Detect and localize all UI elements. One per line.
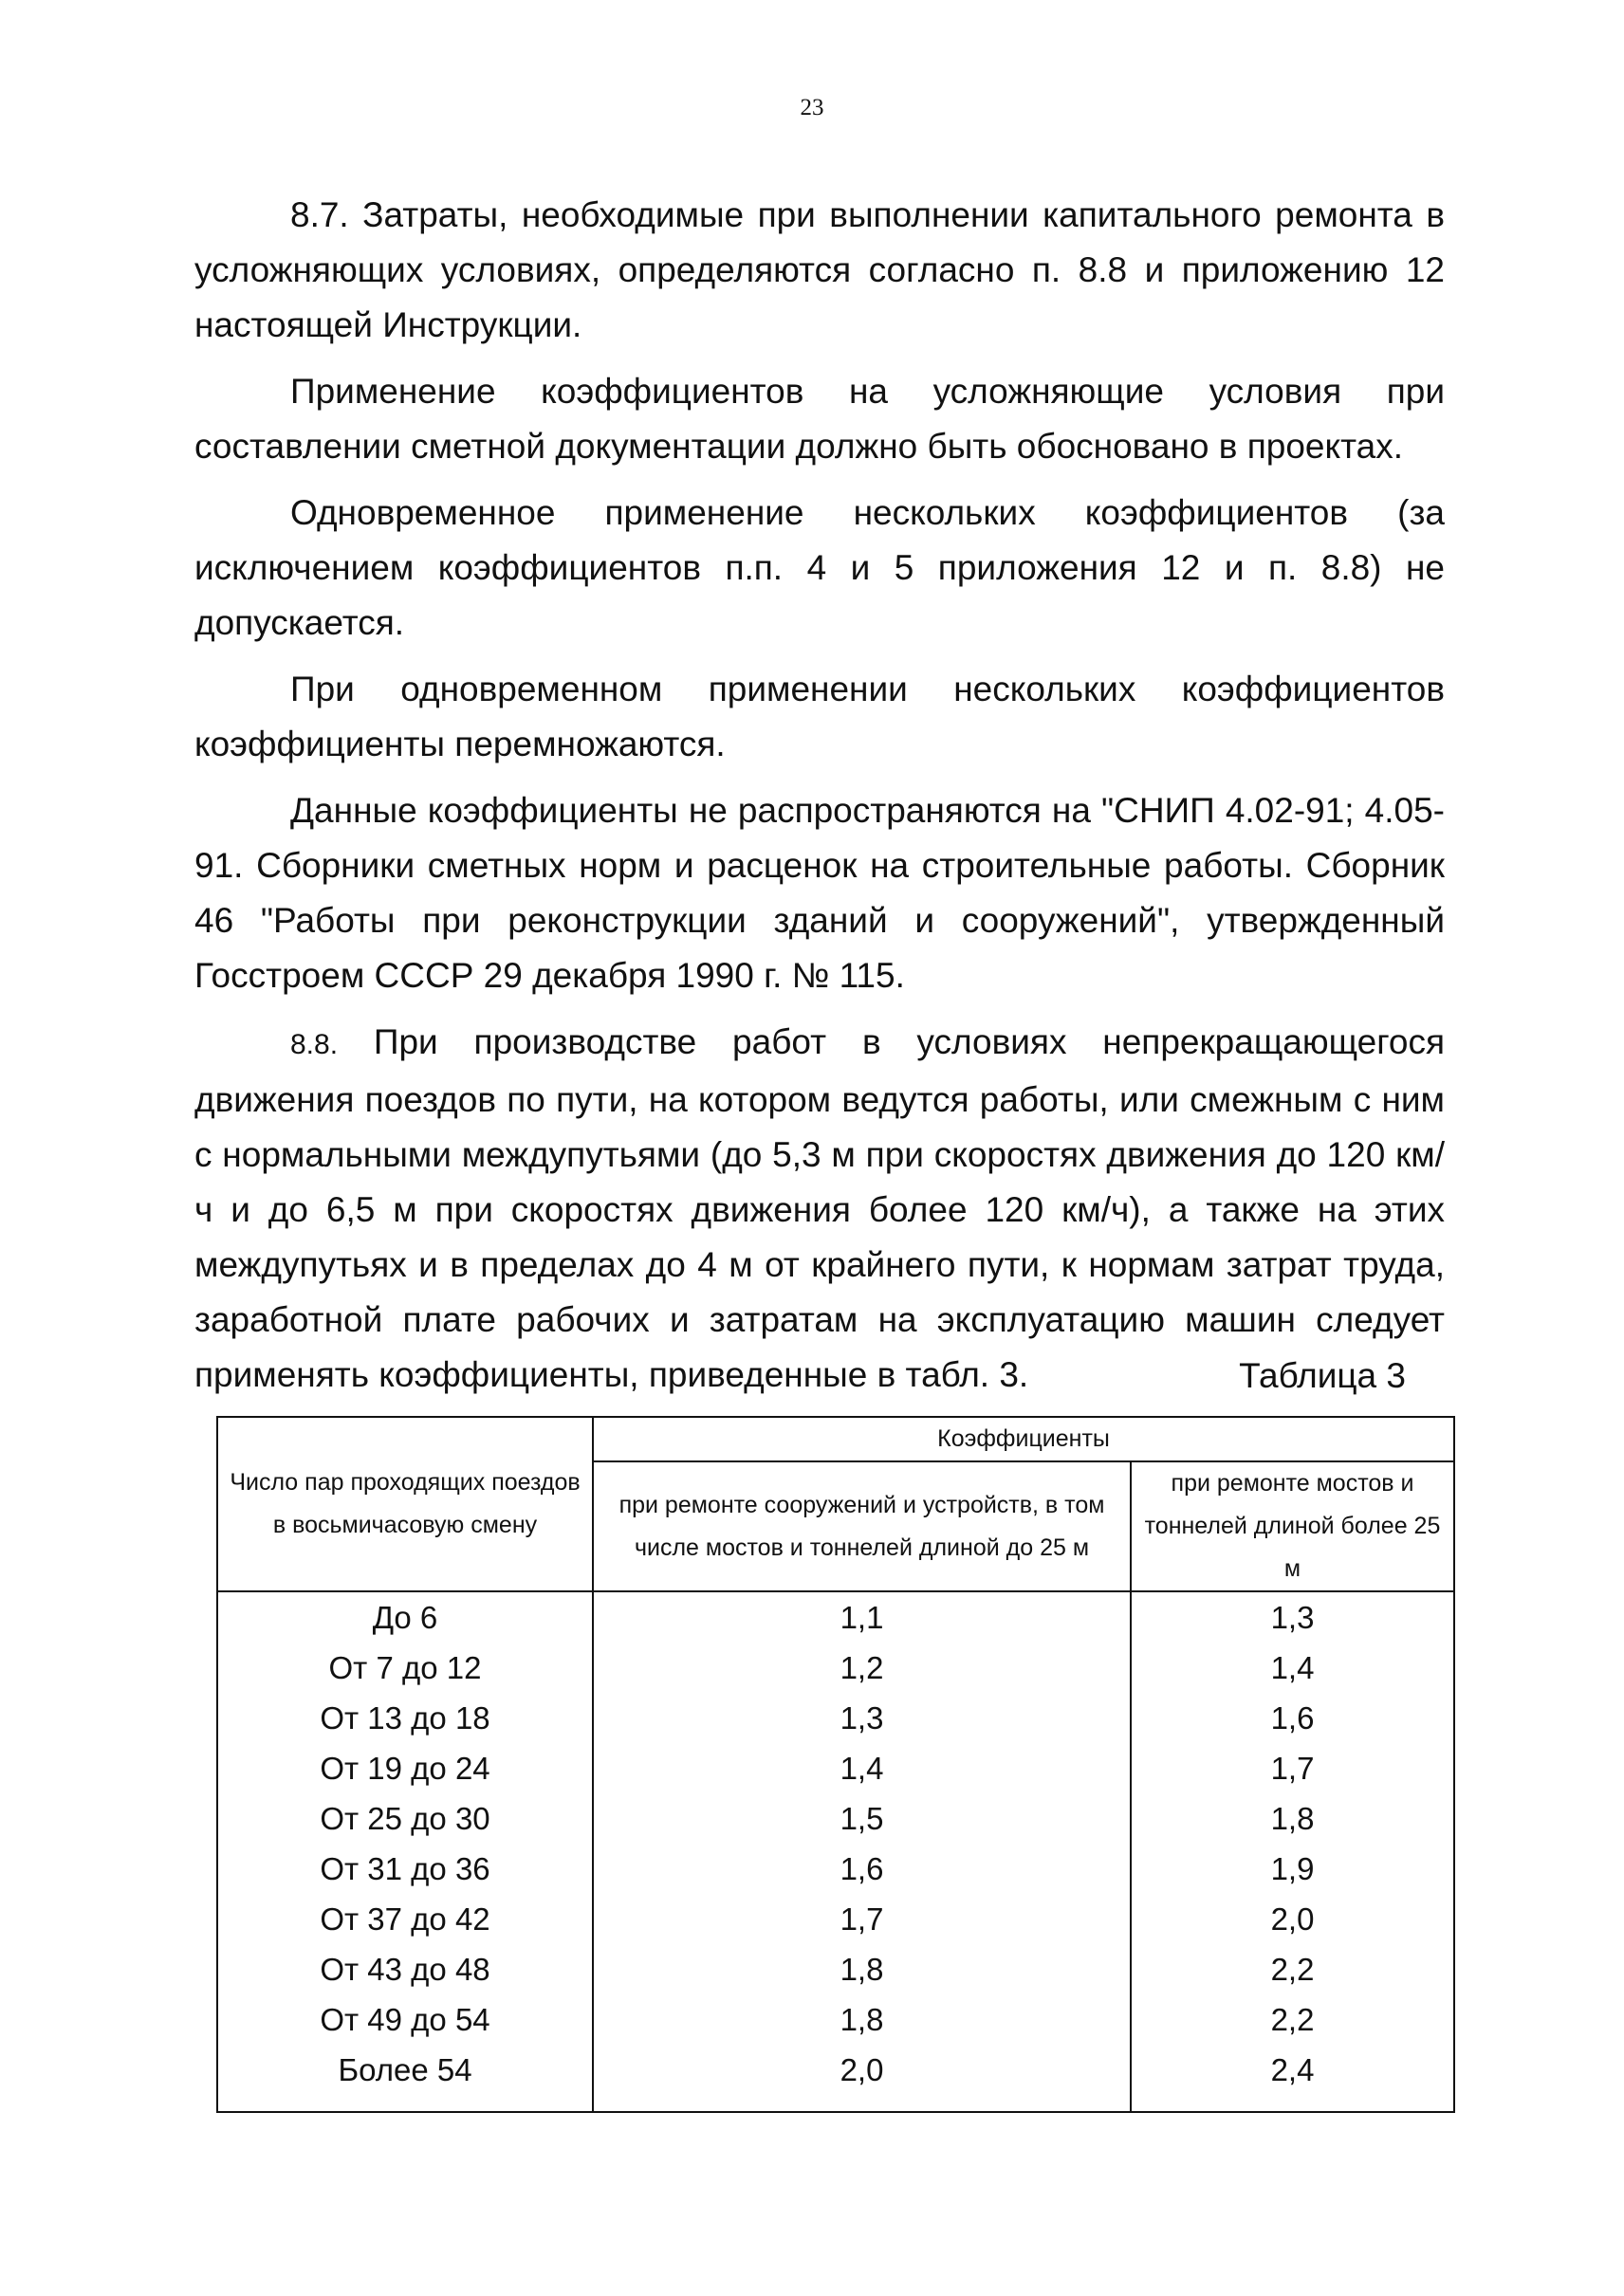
paragraph-text: Данные коэффициенты не распространяются на "СНИП 4.02-91; 4.05-91. Сборники сметных норм и расценок на строительные работы. Сборник 46 "Работы при реконструкции зданий и сооружений", утвержденный Госстроем СССР 29 декабря 1990 г. № 115. [194, 791, 1445, 995]
coef-cell-1: 1,8 [593, 1944, 1131, 1994]
table-header-row-label: Число пар проходящих поездов в восьмичасовую смену [217, 1417, 593, 1591]
table-row [217, 1844, 1454, 1894]
coef-cell-2: 1,3 [1131, 1591, 1454, 1643]
paragraph [194, 364, 1445, 474]
coef-cell-1: 1,1 [593, 1591, 1131, 1643]
coef-cell-2: 1,7 [1131, 1743, 1454, 1793]
paragraph [194, 783, 1445, 1003]
table-caption: Таблица 3 [1239, 1356, 1406, 1395]
table-header-col1: при ремонте сооружений и устройств, в том числе мостов и тоннелей длиной до 25 м [593, 1461, 1131, 1591]
paragraph-8-7 [194, 188, 1445, 353]
coef-cell-1: 1,3 [593, 1693, 1131, 1743]
row-label: От 25 до 30 [217, 1793, 593, 1844]
table-row [217, 1944, 1454, 1994]
coef-cell-2: 1,6 [1131, 1693, 1454, 1743]
coef-cell-2: 1,9 [1131, 1844, 1454, 1894]
coef-cell-1: 1,4 [593, 1743, 1131, 1793]
paragraph-text: При одновременном применении нескольких коэффициентов коэффициенты перемножаются. [194, 670, 1445, 763]
row-label: От 7 до 12 [217, 1643, 593, 1693]
paragraph-text: 8.7. Затраты, необходимые при выполнении капитального ремонта в усложняющих условиях, определяются согласно п. 8.8 и приложению 12 настоящей Инструкции. [194, 195, 1445, 344]
coef-cell-1: 1,8 [593, 1994, 1131, 2045]
paragraph-text: Применение коэффициентов на усложняющие условия при составлении сметной документации должно быть обосновано в проектах. [194, 372, 1445, 466]
row-label: От 43 до 48 [217, 1944, 593, 1994]
paragraph-text: При производстве работ в условиях непрекращающегося движения поездов по пути, на котором ведутся работы, или смежным с ним с нормальными междупутьями (до 5,3 м при скоростях движения до 120 км/ч и до 6,5 м при скоростях движения более 120 км/ч), а также на этих междупутьях и в пределах до 4 м от крайнего пути, к нормам затрат труда, заработной плате рабочих и затратам на эксплуатацию машин следует применять коэффициенты, приведенные в табл. 3. [194, 1022, 1445, 1394]
paragraph [194, 486, 1445, 651]
table-row [217, 1743, 1454, 1793]
coefficients-table [216, 1416, 1455, 2113]
row-label: От 31 до 36 [217, 1844, 593, 1894]
table-row [217, 1643, 1454, 1693]
coef-cell-2: 2,0 [1131, 1894, 1454, 1944]
coef-cell-1: 1,6 [593, 1844, 1131, 1894]
table-row [217, 1793, 1454, 1844]
table-row [217, 1994, 1454, 2045]
table-header-group: Коэффициенты [593, 1417, 1454, 1461]
row-label: От 13 до 18 [217, 1693, 593, 1743]
table-row [217, 1693, 1454, 1743]
coef-cell-2: 2,4 [1131, 2045, 1454, 2112]
coef-cell-1: 1,5 [593, 1793, 1131, 1844]
table-row [217, 1591, 1454, 1643]
row-label: Более 54 [217, 2045, 593, 2112]
coef-cell-1: 1,2 [593, 1643, 1131, 1693]
row-label: От 37 до 42 [217, 1894, 593, 1944]
row-label: До 6 [217, 1591, 593, 1643]
coef-cell-2: 2,2 [1131, 1994, 1454, 2045]
coef-cell-1: 1,7 [593, 1894, 1131, 1944]
table-row [217, 2045, 1454, 2112]
body-text [194, 188, 1445, 1414]
paragraph [194, 662, 1445, 772]
clause-number: 8.8. [290, 1029, 339, 1060]
coef-cell-2: 1,8 [1131, 1793, 1454, 1844]
coef-cell-2: 2,2 [1131, 1944, 1454, 1994]
row-label: От 49 до 54 [217, 1994, 593, 2045]
table-row [217, 1894, 1454, 1944]
coef-cell-1: 2,0 [593, 2045, 1131, 2112]
coef-cell-2: 1,4 [1131, 1643, 1454, 1693]
table-header-col2: при ремонте мостов и тоннелей длиной более 25 м [1131, 1461, 1454, 1591]
paragraph-text: Одновременное применение нескольких коэффициентов (за исключением коэффициентов п.п. 4 и 5 приложения 12 и п. 8.8) не допускается. [194, 493, 1445, 642]
paragraph-8-8 [194, 1015, 1445, 1403]
page-number: 23 [800, 95, 824, 120]
row-label: От 19 до 24 [217, 1743, 593, 1793]
